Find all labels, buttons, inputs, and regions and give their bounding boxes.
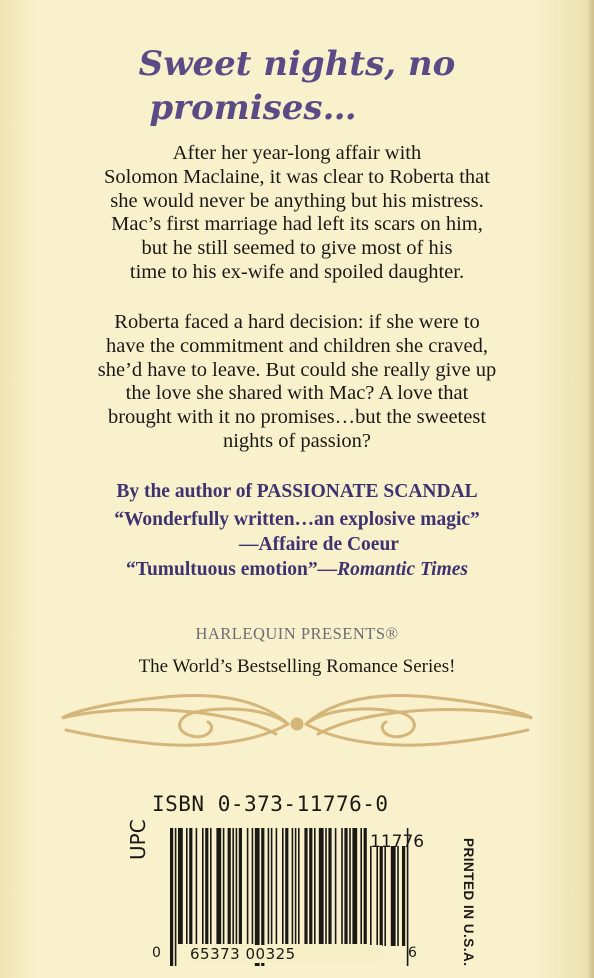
barcode-bar: [309, 828, 312, 944]
barcode-bar: [175, 828, 177, 966]
author-credit: By the author of PASSIONATE SCANDAL: [116, 481, 478, 502]
upc-label: UPC: [126, 819, 150, 860]
barcode-bar: [268, 828, 270, 944]
barcode-bar: [402, 846, 405, 946]
ornamental-flourish: [56, 688, 538, 754]
tagline-line-2: promises…: [149, 88, 357, 128]
barcode-bar: [384, 846, 386, 946]
blurb-line: Solomon Maclaine, it was clear to Roberta that: [104, 165, 490, 188]
review-source-1: —Affaire de Coeur: [239, 534, 399, 555]
barcode-supplement-number: 11776: [370, 832, 425, 852]
barcode-bar: [196, 828, 198, 944]
blurb-line: After her year-long affair with: [172, 142, 422, 164]
blurb-paragraph-2: [0, 311, 594, 454]
barcode-bar: [360, 828, 362, 944]
barcode-bar: [186, 828, 188, 944]
tagline-line-1: Sweet nights, no: [138, 44, 456, 84]
barcode-left-digit: 0: [152, 945, 161, 961]
series-slogan: The World’s Bestselling Romance Series!: [138, 656, 456, 677]
blurb-line: Mac’s first marriage had left its scars on him,: [111, 213, 483, 236]
barcode-bar: [325, 828, 327, 944]
blurb-line: she’d have to leave. But could she really give up: [97, 358, 497, 381]
blurb-paragraph-1: [0, 142, 594, 285]
barcode-bar: [319, 828, 324, 944]
barcode-bar: [341, 828, 343, 944]
printed-in-label: PRINTED IN U.S.A.: [461, 838, 476, 967]
barcode-bar: [276, 828, 278, 944]
barcode-bar: [189, 828, 192, 944]
barcode-bar: [314, 828, 316, 944]
barcode-bar: [328, 828, 331, 944]
barcode-bar: [210, 828, 212, 944]
blurb-line: brought with it no promises…but the sweetest: [107, 406, 487, 429]
blurb-line: Roberta faced a hard decision: if she were to: [114, 311, 480, 333]
review-source-2: —Romantic Times: [317, 559, 469, 580]
blurb-line: nights of passion?: [222, 429, 372, 452]
barcode-bar: [349, 828, 351, 944]
barcode-bar: [292, 828, 294, 944]
barcode-bar: [228, 828, 231, 944]
barcode-bar: [223, 828, 225, 944]
review-quote-2-text: “Tumultuous emotion”: [125, 559, 318, 580]
imprint-name: HARLEQUIN PRESENTS®: [195, 624, 399, 643]
blurb-line: have the commitment and children she craved,: [106, 334, 488, 357]
barcode-bar: [178, 828, 183, 944]
barcode-bar: [376, 846, 378, 946]
barcode-bar: [391, 846, 396, 946]
barcode-bar: [247, 828, 249, 944]
barcode-right-digit: 6: [408, 945, 417, 961]
isbn-number: ISBN 0-373-11776-0: [152, 792, 389, 816]
barcode-bar: [352, 828, 357, 944]
barcode-bar: [295, 828, 297, 944]
blurb-line: the love she shared with Mac? A love that: [125, 382, 469, 405]
barcode-bar: [380, 846, 383, 946]
barcode-bar: [304, 828, 307, 944]
review-quote-2: [0, 558, 594, 582]
barcode-bar: [364, 828, 367, 944]
barcode-bar: [285, 828, 288, 944]
barcode-bar: [344, 828, 347, 944]
barcode-bar: [170, 828, 173, 966]
barcode-bar: [252, 828, 254, 944]
blurb-line: but he still seemed to give most of his: [141, 237, 453, 260]
barcode-middle-digits: 65373 00325: [190, 945, 382, 963]
barcode-bar: [282, 828, 284, 944]
barcode-bar: [397, 846, 399, 946]
blurb-line: she would never be anything but his mistress.: [110, 189, 484, 212]
review-quote-1: “Wonderfully written…an explosive magic”: [114, 509, 480, 530]
barcode-bar: [232, 828, 234, 944]
barcode-bar: [335, 828, 337, 944]
barcode-bar: [205, 828, 208, 944]
barcode-bar: [271, 828, 273, 944]
blurb-line: time to his ex-wife and spoiled daughter.: [129, 260, 465, 283]
barcode-bar: [236, 828, 238, 944]
barcode-bar: [202, 828, 204, 944]
barcode-bar: [216, 828, 221, 944]
barcode-bar: [239, 828, 242, 944]
barcode-bar: [370, 846, 372, 946]
barcode-bar: [298, 828, 300, 944]
